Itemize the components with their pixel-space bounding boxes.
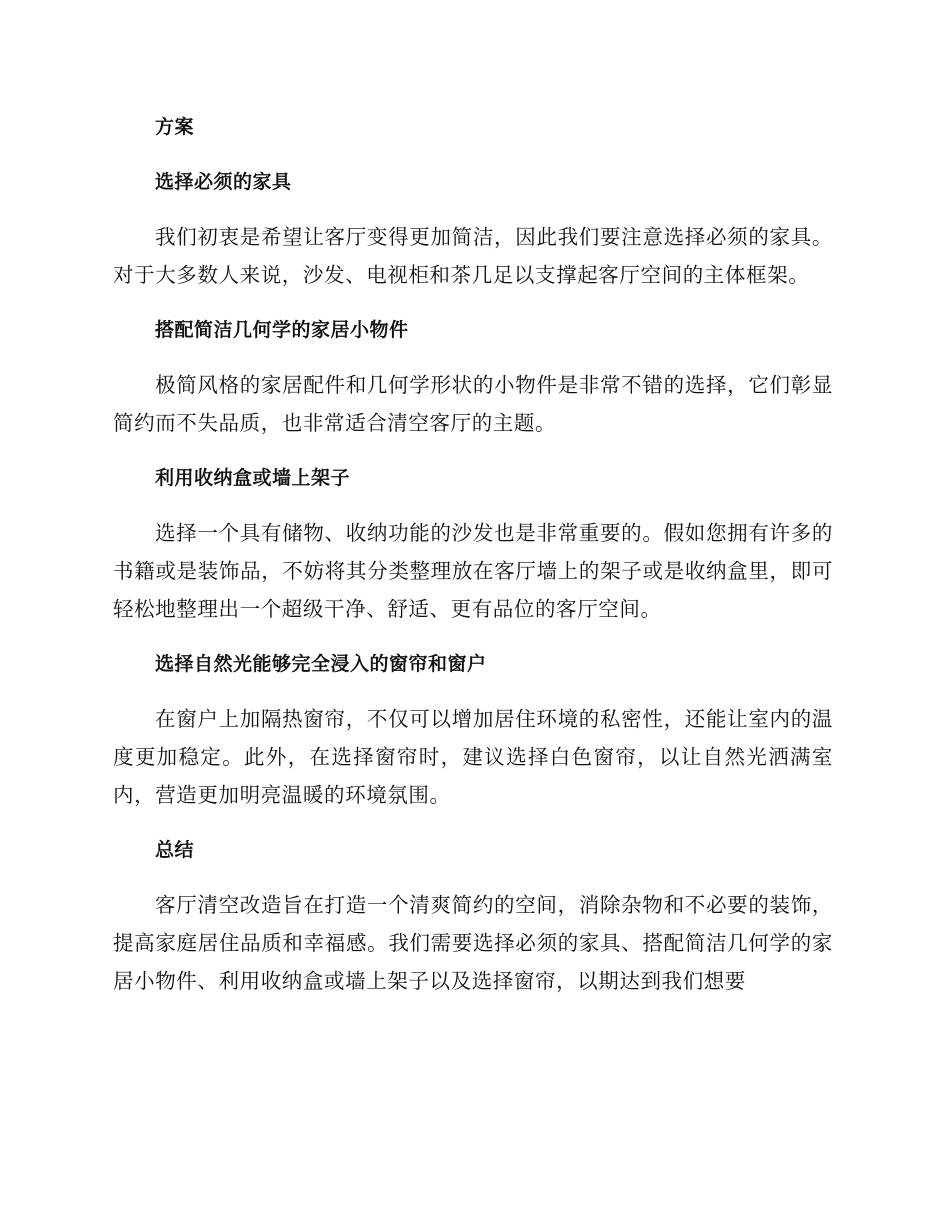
spacer (113, 146, 833, 163)
section-paragraph-storage: 选择一个具有储物、收纳功能的沙发也是非常重要的。假如您拥有许多的书籍或是装饰品，不妨将其分类整理放在客厅墙上的架子或是收纳盒里，即可轻松地整理出一个超级干净、舒适、更有品位的客厅空间。 (113, 521, 833, 621)
spacer (113, 349, 833, 366)
spacer (113, 497, 833, 514)
section-paragraph-furniture: 我们初衷是希望让客厅变得更加简洁，因此我们要注意选择必须的家具。对于大多数人来说，沙发、电视柜和茶几足以支撑起客厅空间的主体框架。 (113, 225, 833, 287)
section-heading-geometric-items: 搭配简洁几何学的家居小物件 (155, 319, 409, 341)
section-paragraph-summary: 客厅清空改造旨在打造一个清爽简约的空间，消除杂物和不必要的装饰，提高家庭居住品质和幸福感。我们需要选择必须的家具、搭配简洁几何学的家居小物件、利用收纳盒或墙上架子以及选择窗帘，以期达到我们想要 (113, 893, 833, 993)
spacer (113, 683, 833, 700)
spacer (113, 869, 833, 886)
section-paragraph-curtains: 在窗户上加隔热窗帘，不仅可以增加居住环境的私密性，还能让室内的温度更加稳定。此外，在选择窗帘时，建议选择白色窗帘，以让自然光洒满室内，营造更加明亮温暖的环境氛围。 (113, 707, 833, 807)
spacer (113, 201, 833, 218)
document-title: 方案 (155, 116, 195, 138)
spacer (113, 294, 833, 311)
section-heading-curtains: 选择自然光能够完全浸入的窗帘和窗户 (155, 653, 487, 675)
section-paragraph-geometric-items: 极简风格的家居配件和几何学形状的小物件是非常不错的选择，它们彰显简约而不失品质，也非常适合清空客厅的主题。 (113, 373, 833, 435)
document-page (113, 108, 833, 1000)
section-heading-storage: 利用收纳盒或墙上架子 (155, 467, 351, 489)
section-heading-furniture: 选择必须的家具 (155, 171, 292, 193)
spacer (113, 442, 833, 459)
spacer (113, 628, 833, 645)
spacer (113, 814, 833, 831)
section-heading-summary: 总结 (155, 839, 195, 861)
